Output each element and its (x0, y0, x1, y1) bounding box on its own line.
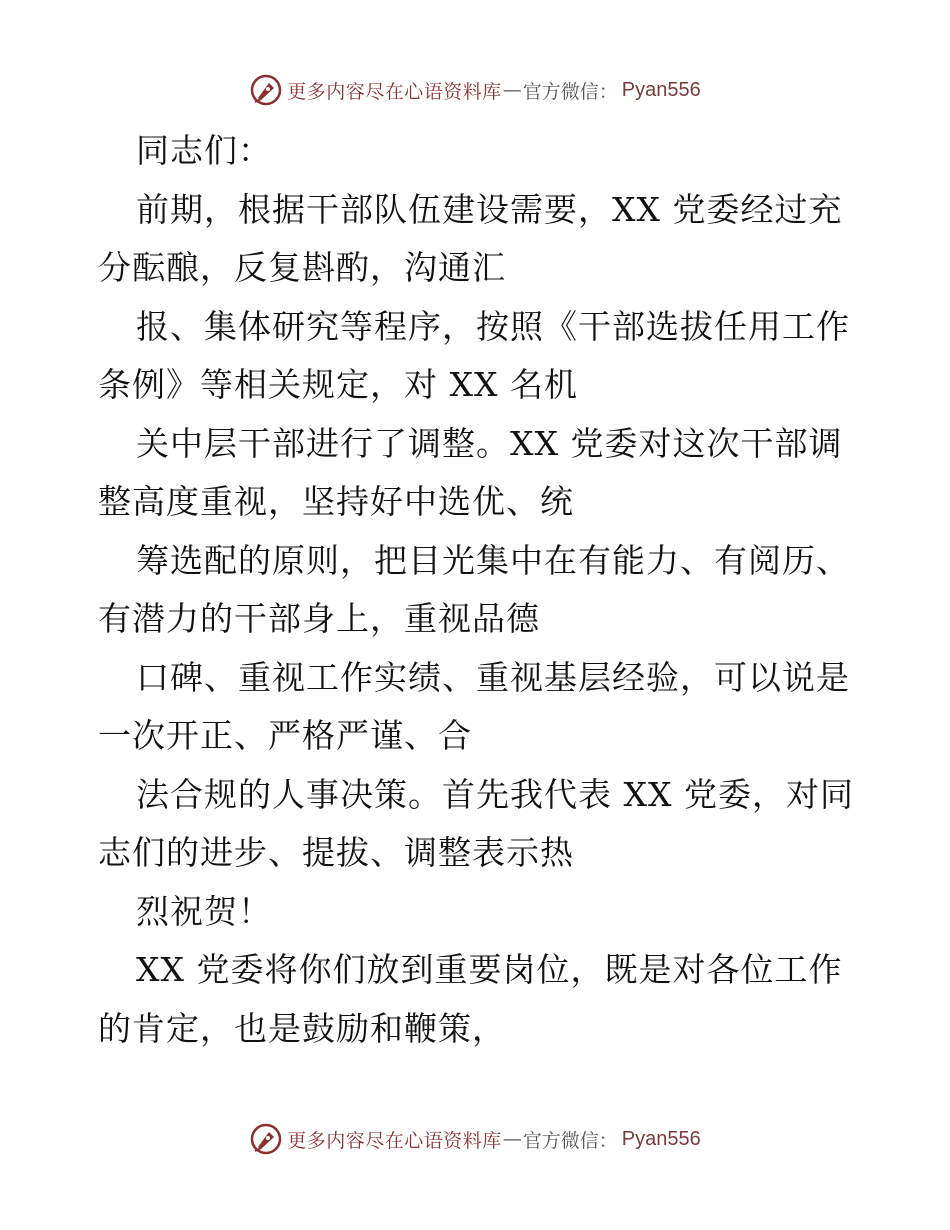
watermark-separator: — (502, 1128, 522, 1150)
watermark-main-text: 更多内容尽在心语资料库 (287, 1129, 502, 1152)
text-line: 同志们： (136, 131, 272, 170)
text-line: 筹选配的原则，把目光集中在有能力、有阅历、 (136, 540, 850, 580)
text-line: 烈祝贺！ (136, 891, 272, 931)
text-line: 关中层干部进行了调整。XX 党委对这次干部调 (136, 423, 843, 463)
text-line: 志们的进步、提拔、调整表示热 (98, 833, 574, 872)
text-line: 前期，根据干部队伍建设需要，XX 党委经过充 (136, 189, 843, 229)
watermark-label: 官方微信： (522, 1129, 618, 1152)
watermark-handle: Pyan556 (621, 1127, 701, 1150)
header-watermark (0, 70, 950, 110)
text-line: 整高度重视，坚持好中选优、统 (98, 482, 574, 521)
watermark-handle: Pyan556 (621, 78, 701, 101)
text-line: 条例》等相关规定，对 XX 名机 (98, 365, 578, 404)
text-line: 法合规的人事决策。首先我代表 XX 党委，对同 (136, 774, 854, 814)
watermark-main-text: 更多内容尽在心语资料库 (287, 80, 502, 103)
pen-nib-logo-icon (249, 1122, 283, 1156)
text-line: 的肯定，也是鼓励和鞭策， (98, 1008, 506, 1048)
text-line: 口碑、重视工作实绩、重视基层经验，可以说是 (136, 657, 850, 697)
text-line: 分酝酿，反复斟酌，沟通汇 (98, 248, 506, 287)
watermark-label: 官方微信： (522, 80, 618, 103)
watermark-separator: — (502, 79, 522, 101)
pen-nib-logo-icon (249, 73, 283, 107)
text-line: XX 党委将你们放到重要岗位，既是对各位工作 (136, 950, 843, 989)
text-line: 有潜力的干部身上，重视品德 (98, 599, 540, 638)
text-line: 一次开正、严格严谨、合 (98, 716, 472, 755)
document-body (98, 122, 858, 1058)
text-line: 报、集体研究等程序，按照《干部选拔任用工作 (136, 306, 850, 346)
footer-watermark (0, 1119, 950, 1159)
